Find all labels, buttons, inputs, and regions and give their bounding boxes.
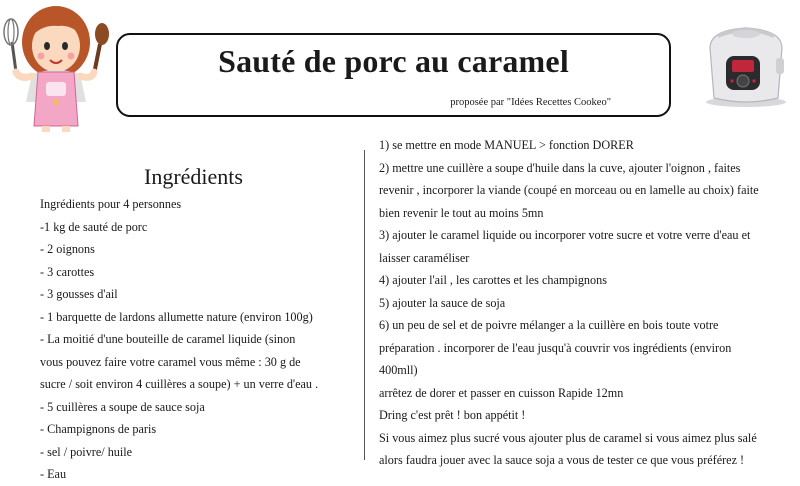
recipe-credit: proposée par "Idées Recettes Cookeo" [450,97,611,108]
cookeo-multicooker-icon [696,18,796,108]
ingredient-line: Ingrédients pour 4 personnes [40,197,182,211]
ingredient-line: - sel / poivre/ huile [40,444,133,459]
steps-list [379,134,797,472]
step-line: Si vous aimez plus sucré vous ajouter plus de caramel si vous aimez plus salé [379,430,757,445]
step-line: préparation . incorporer de l'eau jusqu'à couvrir vos ingrédients (environ [379,340,732,355]
step-line: 400mll) [379,363,418,377]
ingredient-line: - 2 oignons [40,242,95,256]
step-line: alors faudra jouer avec la sauce soja a vous de tester ce que vous préférez ! [379,453,745,467]
ingredient-line: - 3 carottes [40,264,95,279]
page-title: Sauté de porc au caramel [218,43,569,79]
step-line: 3) ajouter le caramel liquide ou incorporer votre sucre et votre verre d'eau et [379,228,751,242]
step-line: 5) ajouter la sauce de soja [379,295,506,310]
ingredient-line: - 1 barquette de lardons allumette nature (environ 100g) [40,309,313,324]
step-line: Dring c'est prêt ! bon appétit ! [379,408,526,422]
column-divider [364,150,365,460]
ingredient-line: - Champignons de paris [40,422,157,436]
ingredient-line: -1 kg de sauté de porc [40,219,148,234]
step-line: arrêtez de dorer et passer en cuisson Rapide 12mn [379,385,624,400]
step-line: 2) mettre une cuillère a soupe d'huile dans la cuve, ajouter l'oignon , faites [379,160,741,175]
ingredient-line: - 5 cuillères a soupe de sauce soja [40,399,205,414]
ingredients-heading: Ingrédients [144,164,243,189]
title-box [116,33,671,117]
ingredient-line: vous pouvez faire votre caramel vous même : 30 g de [40,354,301,369]
step-line: revenir , incorporer la viande (coupé en morceau ou en lamelle au choix) faite [379,183,759,197]
step-line: 6) un peu de sel et de poivre mélanger a la cuillère en bois toute votre [379,318,719,332]
ingredient-line: - Eau [40,467,67,481]
ingredient-line: - La moitié d'une bouteille de caramel liquide (sinon [40,332,296,346]
ingredient-line: sucre / soit environ 4 cuillères a soupe) + un verre d'eau . [40,377,319,391]
chef-girl-illustration-icon [2,2,110,134]
step-line: bien revenir le tout au moins 5mn [379,205,544,220]
ingredients-list [40,193,358,486]
ingredient-line: - 3 gousses d'ail [40,287,118,301]
step-line: 4) ajouter l'ail , les carottes et les champignons [379,273,607,287]
step-line: laisser caraméliser [379,250,470,265]
step-line: 1) se mettre en mode MANUEL > fonction DORER [379,138,634,152]
